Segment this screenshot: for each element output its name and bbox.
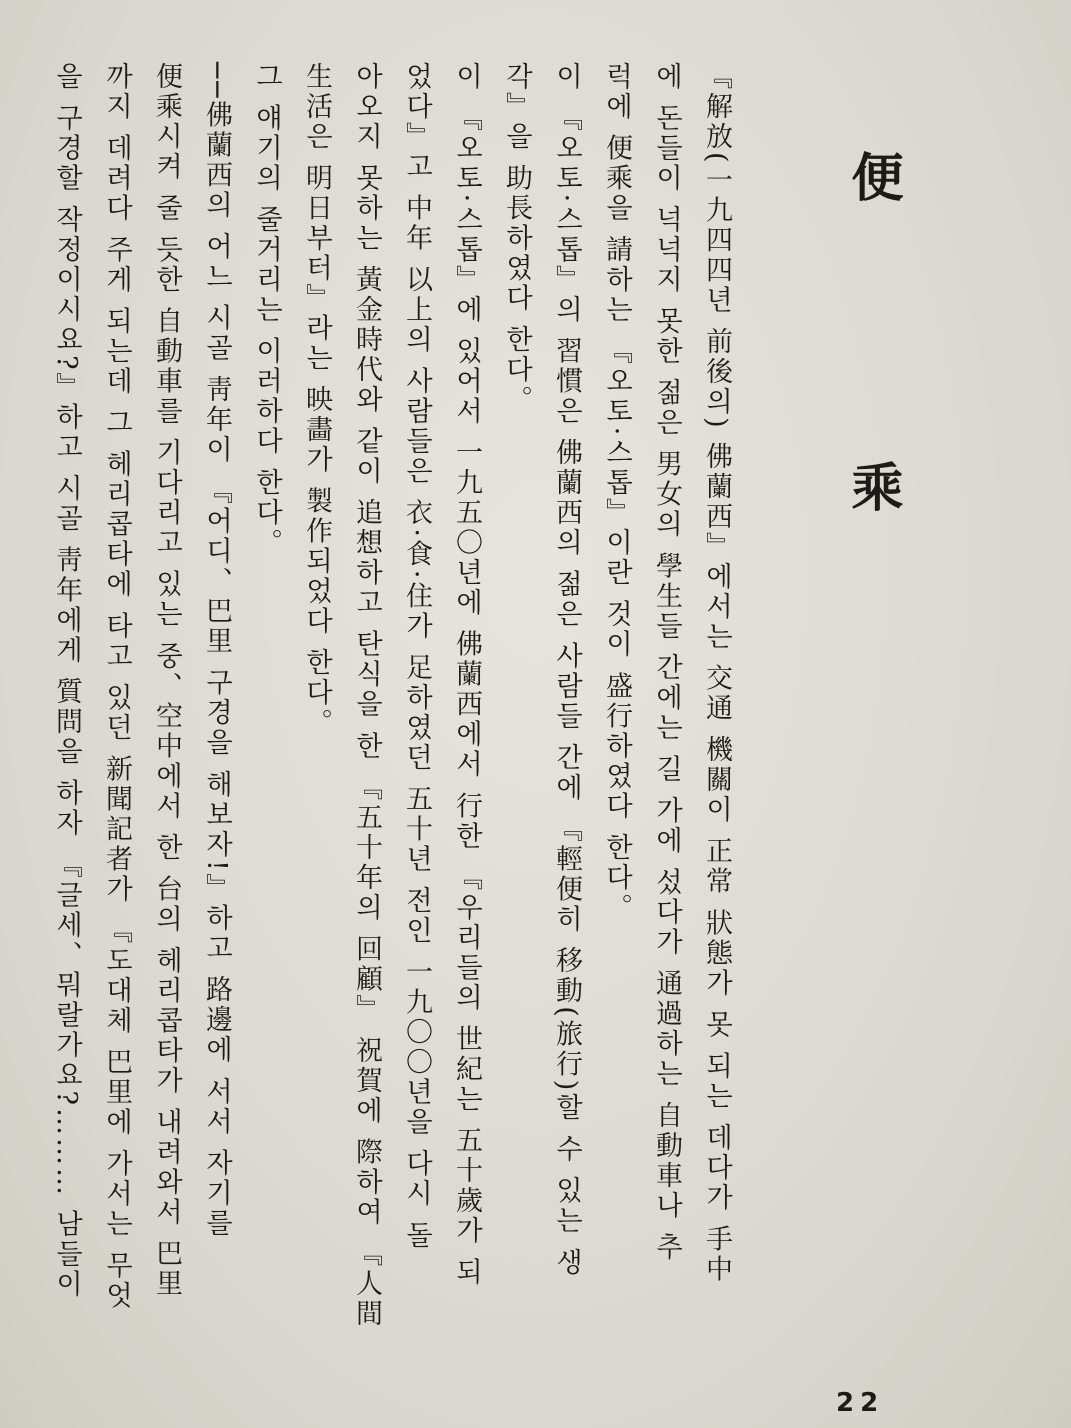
text-column-7: 었다』고 中年 以上의 사람들은 衣·食·住가 足하였던 五十년 전인 一九〇〇년을 다시 돌 — [401, 62, 432, 1251]
page-title: 便 乘 — [842, 150, 903, 633]
text-column-8: 아오지 못하는 黃金時代와 같이 追想하고 탄식을 한 『五十年의 回顧』 祝賀에 際하여 『人間 — [351, 62, 382, 1330]
text-column-12: 便乘시켜 줄 듯한 自動車를 기다리고 있는 중、空中에서 한 台의 헤리콥타가 내려와서 巴里 — [151, 62, 182, 1300]
text-column-2: 에 돈들이 넉넉지 못한 젊은 男女의 學生들 간에는 길 가에 섰다가 通過하는 自動車나 추 — [651, 62, 682, 1263]
text-column-4: 이 『오토·스톱』의 習慣은 佛蘭西의 젊은 사람들 간에 『輕便히 移動(旅行)할 수 있는 생 — [551, 62, 582, 1279]
page-number: 22 — [836, 1388, 885, 1418]
text-column-1: 『解放(一九四四년 前後의) 佛蘭西』에서는 交通 機關이 正常 狀態가 못 되는 데다가 手中 — [701, 62, 732, 1285]
text-column-13: 까지 데려다 주게 되는데 그 헤리콥타에 타고 있던 新聞記者가 『도대체 巴里에 가서는 무엇 — [101, 62, 132, 1311]
text-column-11: ──佛蘭西의 어느 시골 靑年이 『어디、巴里 구경을 해보자!』하고 路邊에 서서 자기를 — [201, 62, 232, 1239]
text-column-6: 이 『오토·스톱』에 있어서 一九五〇년에 佛蘭西에서 行한 『우리들의 世紀는 五十歲가 되 — [451, 62, 482, 1288]
text-column-5: 각』을 助長하였다 한다。 — [501, 62, 532, 416]
body-text — [41, 62, 741, 1392]
text-column-14: 을 구경할 작정이시요?』하고 시골 靑年에게 質問을 하자 『글세、뭐랄가요?……… 남들이 — [51, 62, 82, 1300]
text-column-10: 그 얘기의 줄거리는 이러하다 한다。 — [251, 62, 282, 559]
text-column-3: 럭에 便乘을 請하는 『오토·스톱』이란 것이 盛行하였다 한다。 — [601, 62, 632, 924]
text-column-9: 生活은 明日부터』라는 映畵가 製作되었다 한다。 — [301, 62, 332, 739]
